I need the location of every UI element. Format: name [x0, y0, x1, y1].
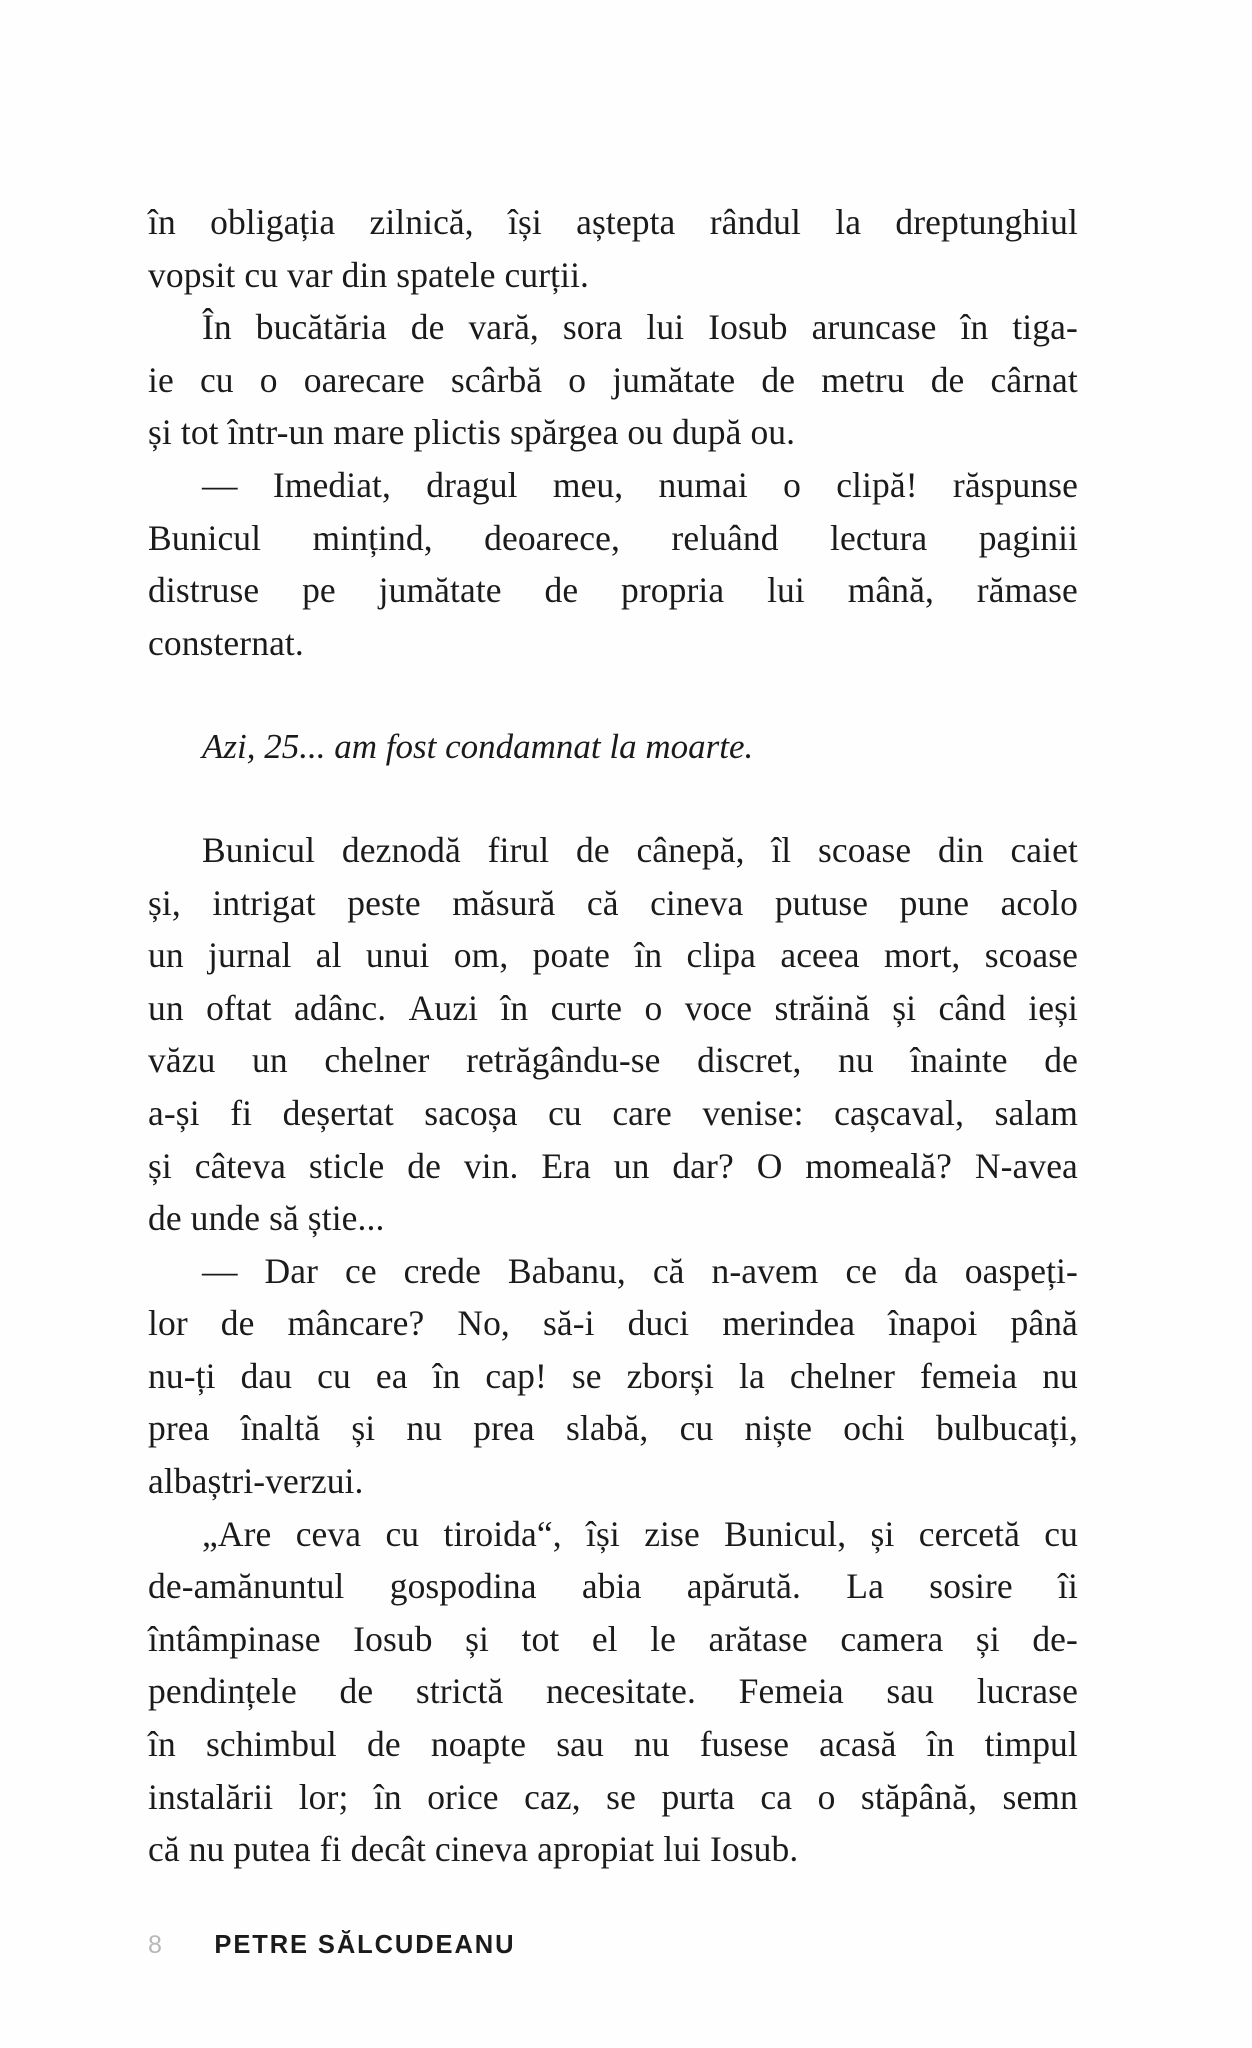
text-line: — Imediat, dragul meu, numai o clipă! răspunse: [202, 464, 1078, 505]
text-line: instalării lor; în orice caz, se purta ca o stăpână, semn: [148, 1776, 1078, 1817]
text-line: și, intrigat peste măsură că cineva putuse pune acolo: [148, 882, 1078, 923]
diary-excerpt: Azi, 25... am fost condamnat la moarte.: [202, 727, 754, 767]
page-number: 8: [148, 1931, 163, 1959]
paragraph-spacer: [148, 774, 1078, 824]
text-line: un jurnal al unui om, poate în clipa aceea mort, scoase: [148, 935, 1078, 976]
page-footer: [148, 1931, 515, 1960]
text-line: prea înaltă și nu prea slabă, cu niște ochi bulbucați,: [148, 1408, 1078, 1449]
text-line: un oftat adânc. Auzi în curte o voce străină și când ieși: [148, 987, 1078, 1028]
text-line: „Are ceva cu tiroida“, își zise Bunicul, și cercetă cu: [202, 1513, 1078, 1554]
text-line: ie cu o oarecare scârbă o jumătate de metru de cârnat: [148, 359, 1078, 400]
text-line: și câteva sticle de vin. Era un dar? O momeală? N-avea: [148, 1145, 1078, 1186]
text-line: și tot într-un mare plictis spărgea ou după ou.: [148, 412, 796, 453]
running-head-author: PETRE SĂLCUDEANU: [214, 1931, 516, 1959]
text-line: distruse pe jumătate de propria lui mână, rămase: [148, 570, 1078, 611]
text-line: de unde să știe...: [148, 1198, 385, 1239]
text-line: consternat.: [148, 622, 304, 663]
text-line: în obligația zilnică, își aștepta rândul la dreptunghiul: [148, 202, 1078, 242]
text-line: întâmpinase Iosub și tot el le arătase camera și de-: [148, 1618, 1078, 1659]
text-line: văzu un chelner retrăgându-se discret, nu înainte de: [148, 1040, 1078, 1081]
text-line: de-amănuntul gospodina abia apărută. La sosire îi: [148, 1566, 1078, 1607]
text-line: că nu putea fi decât cineva apropiat lui Iosub.: [148, 1829, 799, 1870]
text-line: Bunicul mințind, deoarece, reluând lectura paginii: [148, 517, 1078, 558]
text-line: în schimbul de noapte sau nu fusese acasă în timpul: [148, 1724, 1078, 1765]
paragraph-spacer: [148, 669, 1078, 721]
body-text: [148, 196, 1078, 1876]
text-line: În bucătăria de vară, sora lui Iosub aruncase în tiga-: [202, 307, 1078, 348]
text-line: a-și fi deșertat sacoșa cu care venise: cașcaval, salam: [148, 1092, 1078, 1133]
text-line: — Dar ce crede Babanu, că n-avem ce da oaspeți-: [202, 1250, 1078, 1291]
text-line: nu-ți dau cu ea în cap! se zborși la chelner femeia nu: [148, 1355, 1078, 1396]
text-line: albaștri-verzui.: [148, 1461, 364, 1502]
text-line: pendințele de strictă necesitate. Femeia sau lucrase: [148, 1671, 1078, 1712]
text-line: vopsit cu var din spatele curții.: [148, 254, 590, 295]
text-line: Bunicul deznodă firul de cânepă, îl scoase din caiet: [202, 829, 1078, 870]
text-line: lor de mâncare? No, să-i duci merindea înapoi până: [148, 1303, 1078, 1344]
